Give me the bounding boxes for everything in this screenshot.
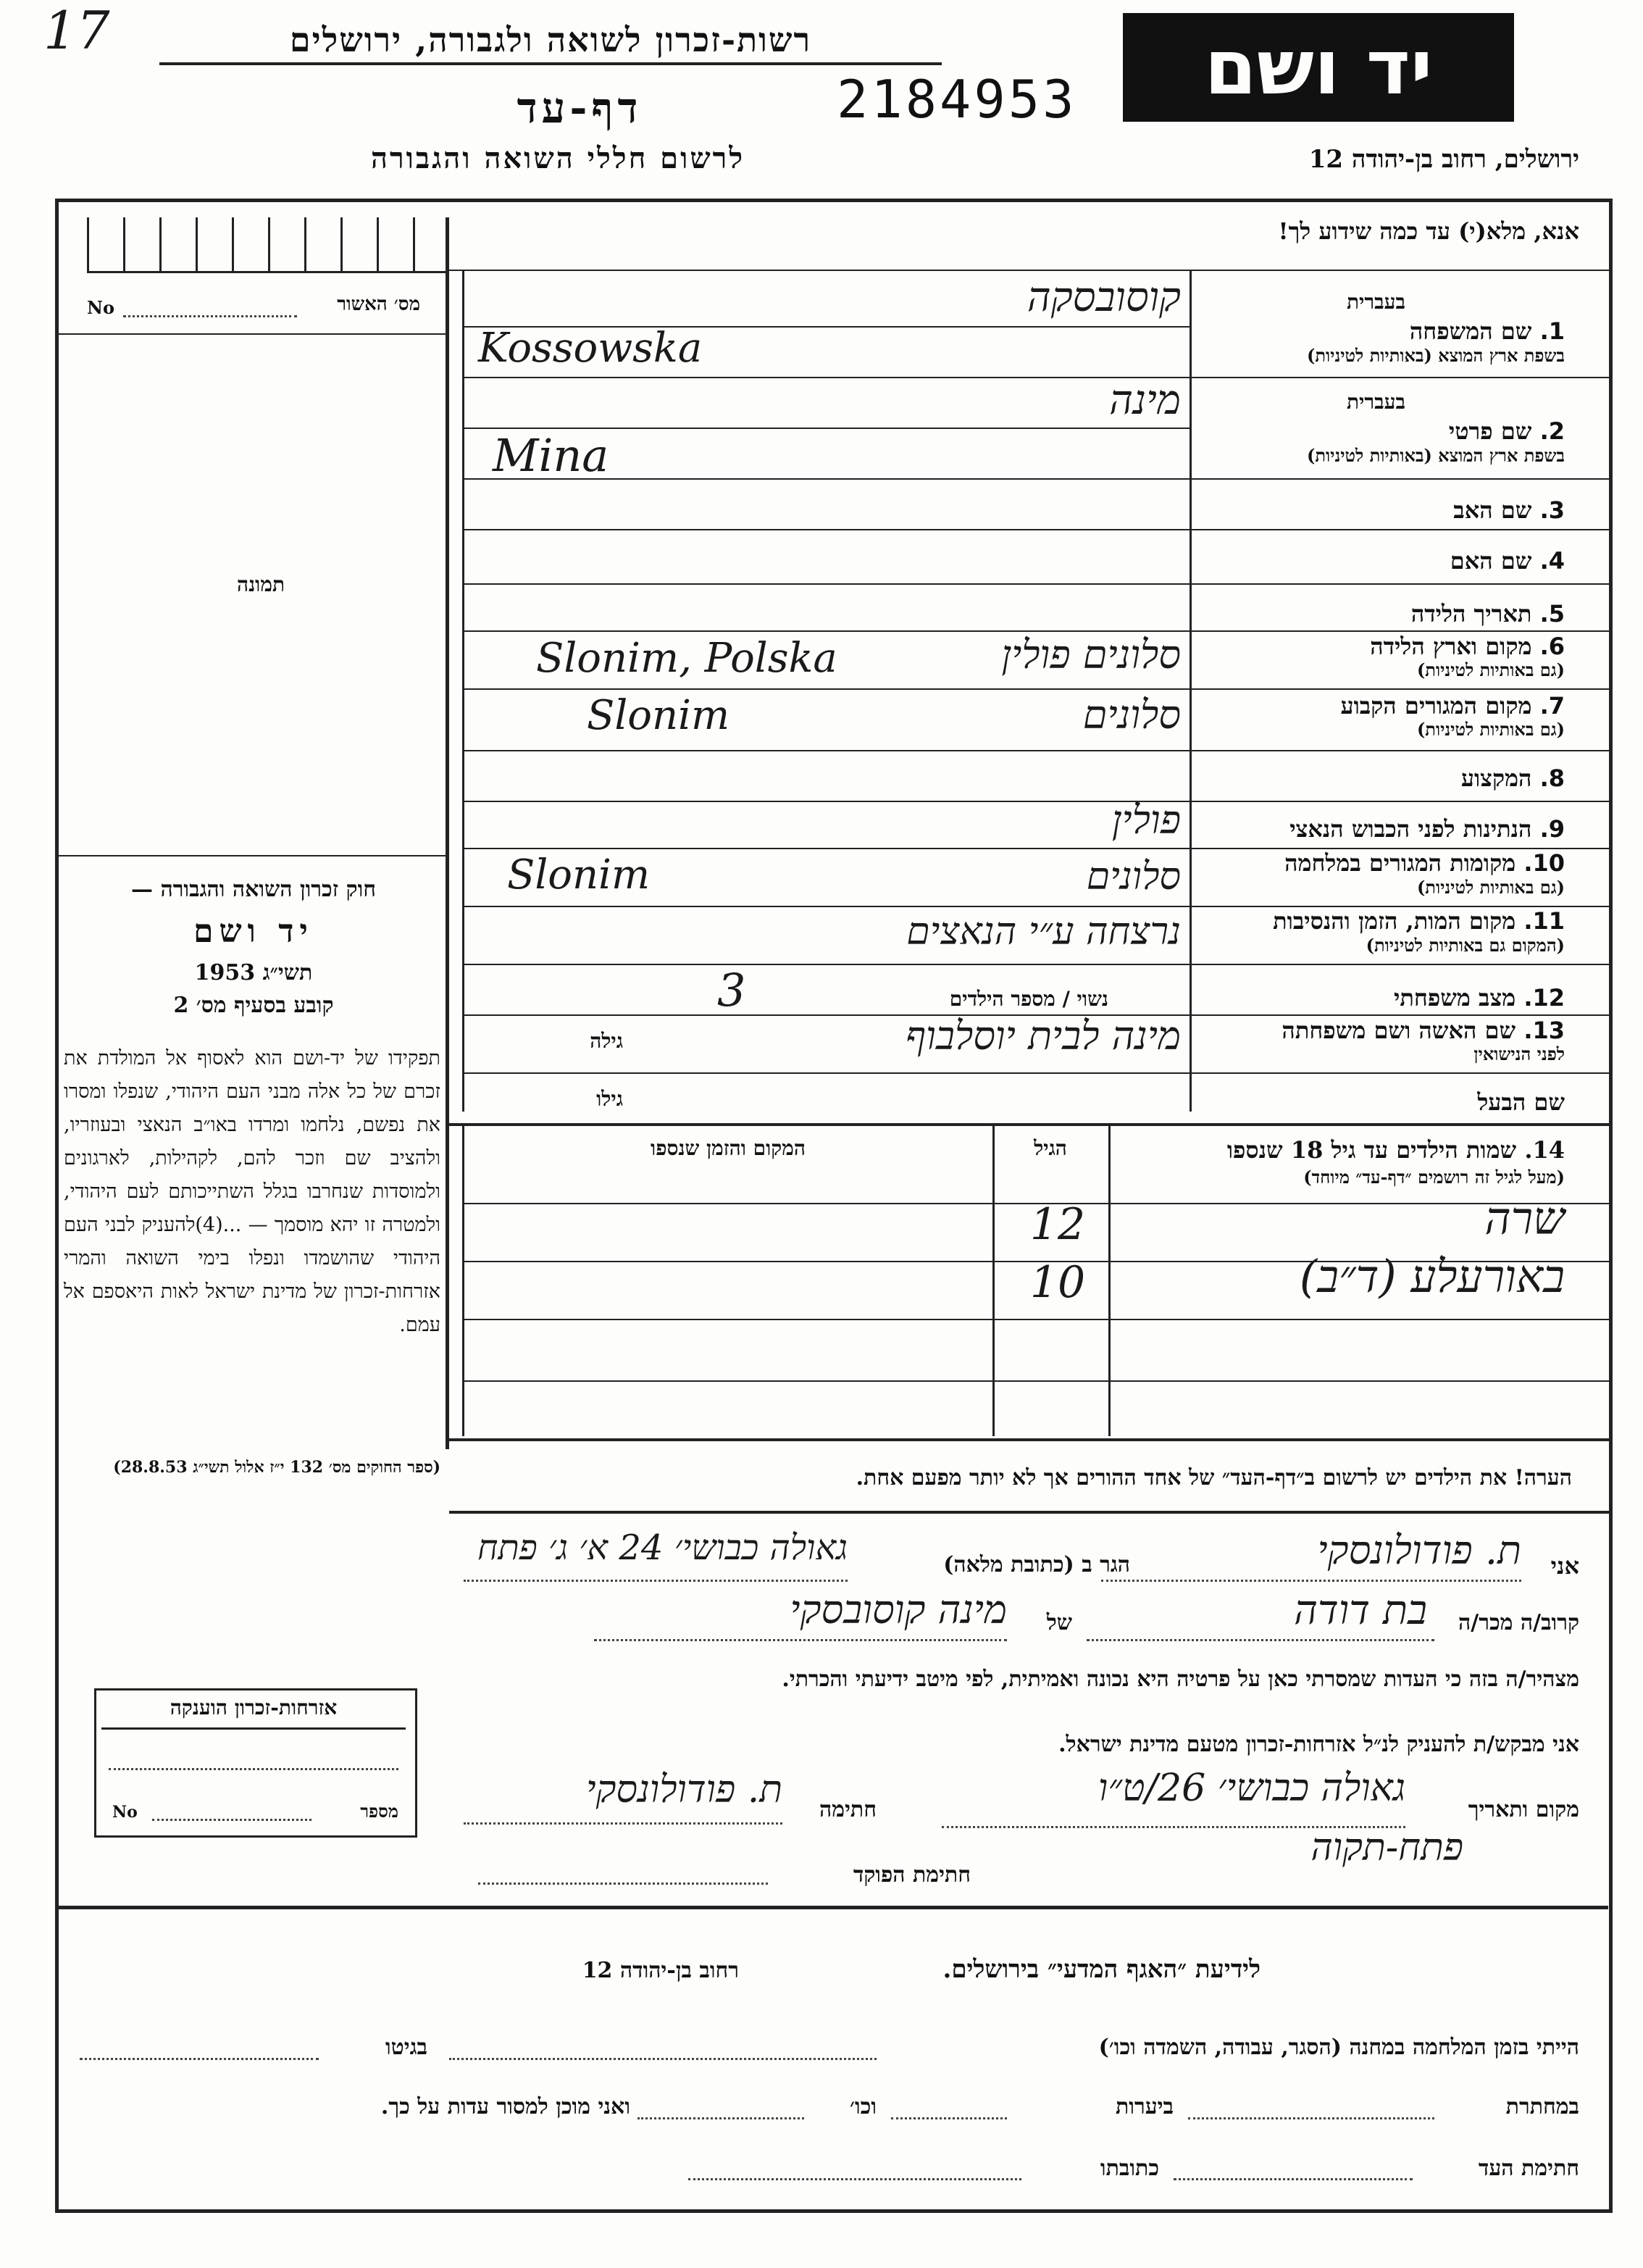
sidebar-year: תשי״ג 1953 [194, 960, 313, 985]
stamp-box-number-label: מספר [360, 1801, 398, 1822]
approval-no-label: No [87, 297, 114, 318]
footer-line2-willing: ואני מוכן למסור עדות על כך. [380, 2094, 630, 2119]
surname-latin-value[interactable]: Kossowska [478, 325, 703, 372]
wife-name-value[interactable]: מינה לבית יוסלבוף [906, 1013, 1181, 1059]
corner-mark: 17 [43, 0, 110, 61]
i-label: אני [1550, 1552, 1579, 1580]
birth-place-latin-value[interactable]: Slonim, Polska [536, 635, 837, 682]
header-org: רשות-זכרון לשואה ולגבורה, ירושלים [159, 20, 942, 65]
intro-text: אנא, מלא(י) עד כמה שידוע לך! [1278, 217, 1579, 245]
husband-age-label: גילו [596, 1087, 623, 1111]
victim-name-value[interactable]: מינה קוסובסקי [790, 1587, 1007, 1633]
field-11-sub: (המקום גם באותיות לטיניות) [1366, 935, 1565, 956]
declaration-statement: מצהיר/ה בזה כי העדות שמסרתי כאן על פרטיה היא נכונה ואמיתית, לפי מיטב ידיעתי והכרתי. [782, 1667, 1579, 1692]
field-3-label: 3. שם האב [1453, 496, 1565, 524]
sidebar-book-ref: (ספר החוקים מס׳ 132 י״ז אלול תשי״ג 28.8.53) [113, 1458, 440, 1477]
field-12-label: 12. מצב משפחתי [1394, 984, 1565, 1012]
field-2-lang: בעברית [1346, 390, 1405, 414]
field-1-label: 1. שם המשפחה [1409, 317, 1565, 345]
footer-line2-underground: במחתרת [1505, 2094, 1579, 2119]
child-2-age[interactable]: 10 [1029, 1257, 1086, 1308]
footer-address: רחוב בן-יהודה 12 [582, 1958, 739, 1983]
marital-status-options: נשוי / מספר הילדים [949, 987, 1108, 1011]
place-date-value[interactable]: גאולה כבושי׳ 26/ט״ו [1098, 1767, 1405, 1810]
footer-line1-camp: הייתי בזמן המלחמה במחנה (הסגר, עבודה, השמדה וכו׳) [1098, 2035, 1579, 2060]
children-label: 14. שמות הילדים עד גיל 18 שנספו [1226, 1136, 1565, 1164]
footer-address-label: כתובתו [1100, 2156, 1159, 2181]
field-6-sub: (גם באותיות לטיניות) [1416, 659, 1565, 680]
nationality-value[interactable]: פולין [1111, 797, 1181, 843]
field-13-sub: לפני הנישואין [1473, 1043, 1565, 1064]
header-subtitle: לרשום חללי השואה והגבורה [370, 141, 745, 175]
field-2-sub: בשפת ארץ המוצא (באותיות לטיניות) [1307, 445, 1565, 466]
field-10-label: 10. מקומות המגורים במלחמה [1284, 849, 1565, 877]
resides-label: הגר ב (כתובת מלאה) [943, 1552, 1130, 1577]
field-5-label: 5. תאריך הלידה [1410, 600, 1565, 628]
children-sub: (מעל לגיל זה רושמים ״דף-עד״ מיוחד) [1303, 1167, 1565, 1188]
death-circumstances-value[interactable]: נרצחה ע״י הנאצים [906, 910, 1181, 954]
wartime-residence-latin-value[interactable]: Slonim [507, 851, 651, 899]
firstname-hebrew-value[interactable]: מינה [1109, 377, 1181, 424]
wartime-residence-hebrew-value[interactable]: סלונים [1086, 855, 1181, 899]
children-age-head: הגיל [1034, 1136, 1067, 1160]
field-1-lang: בעברית [1346, 290, 1405, 314]
official-signature-label: חתימת הפוקד [853, 1862, 971, 1888]
residence-latin-value[interactable]: Slonim [587, 692, 730, 739]
photo-label: תמונה [236, 572, 285, 596]
sidebar-law-text: תפקידו של יד-ושם הוא לאסוף אל המולדת את זכרם של כל אלה מבני העם היהודי, שנפלו ומסרו את נפשם, נלחמו ומרדו באו״ב הנאצי ובעוזריו, ולהציב שם וזכר להם, לקהילות, לארגונים ולמוסדות שנחרבו בגלל השתייכותם לעם היהודי, ולמטרה זו יהא מוסמך — ...(4)להעניק לבני העם היהודי שהושמדו ונפלו בימי השואה והמרי אזרחות-זכרון של מדינת ישראל לאות היאספם אל עמם. [64, 1047, 440, 1336]
number-of-children-value[interactable]: 3 [717, 964, 746, 1017]
birth-place-hebrew-value[interactable]: סלונים פולין [1001, 632, 1181, 678]
residence-hebrew-value[interactable]: סלונים [1082, 692, 1181, 738]
child-2-name[interactable]: באורעלע (ד״ב) [1299, 1250, 1565, 1303]
witness-address-value[interactable]: גאולה כבושי׳ 24 א׳ ג׳ פתח [477, 1527, 848, 1568]
children-place-head: המקום והזמן שנספו [651, 1136, 806, 1160]
field-7-label: 7. מקום המגורים הקבוע [1340, 692, 1565, 720]
note-text: הערה! את הילדים יש לרשום ב״דף-העד״ של אחד ההורים אך לא יותר מפעם אחת. [856, 1465, 1572, 1491]
husband-name-label: שם הבעל [1477, 1088, 1565, 1116]
field-11-label: 11. מקום המות, הזמן והנסיבות [1273, 907, 1565, 935]
approval-label: מס׳ האשור [337, 293, 420, 315]
footer-title: לידיעת ״האגף המדעי״ בירושלים. [942, 1955, 1261, 1984]
surname-hebrew-value[interactable]: קוסובסקה [1027, 274, 1181, 321]
field-2-label: 2. שם פרטי [1448, 417, 1565, 445]
field-8-label: 8. המקצוע [1460, 764, 1565, 792]
firstname-latin-value[interactable]: Mina [493, 429, 609, 482]
footer-line2-etc: וכו׳ [850, 2094, 877, 2119]
witness-signature[interactable]: ת. פודולונסקי [585, 1768, 782, 1812]
field-7-sub: (גם באותיות לטיניות) [1416, 719, 1565, 740]
witness-name-value[interactable]: ת. פודולונסקי [1317, 1527, 1521, 1573]
field-13-label: 13. שם האשה ושם משפחתה [1282, 1017, 1565, 1044]
child-1-age[interactable]: 12 [1029, 1199, 1086, 1250]
header-address: ירושלים, רחוב בן-יהודה 12 [1308, 145, 1579, 174]
sidebar-clause: קובע בסעיף מס׳ 2 [173, 993, 334, 1018]
field-1-sub: בשפת ארץ המוצא (באותיות לטיניות) [1307, 345, 1565, 366]
place-date-label: מקום ותאריך [1468, 1797, 1579, 1822]
yad-vashem-logo: יד ושם [1123, 13, 1514, 122]
document-number: 2184953 [837, 69, 1077, 130]
page-title: דף-עד [517, 83, 643, 133]
sidebar-yad-vashem: יד ושם [193, 913, 314, 950]
stamp-box-title: אזרחות-זכרון הוענקה [101, 1696, 406, 1730]
footer-line1-ghetto: בגיטו [385, 2035, 427, 2060]
footer-line2-forests: ביערות [1115, 2094, 1174, 2119]
wife-age-label: גילה [590, 1029, 623, 1053]
sidebar-law: חוק זכרון השואה והגבורה — [131, 877, 376, 902]
relation-value[interactable]: בת דודה [1294, 1587, 1427, 1634]
relation-label: קרוב/ה מכר/ה [1458, 1610, 1579, 1635]
signature-label: חתימה [819, 1797, 877, 1822]
city-value[interactable]: פתח-תקוה [1310, 1826, 1463, 1869]
footer-witness-signature-label: חתימת העד [1478, 2156, 1579, 2181]
field-4-label: 4. שם האם [1450, 547, 1565, 575]
of-label: של [1046, 1610, 1072, 1635]
declaration-request: אני מבקש/ת להעניק לנ״ל אזרחות-זכרון מטעם מדינת ישראל. [1058, 1732, 1579, 1757]
child-1-name[interactable]: שרה [1484, 1192, 1565, 1245]
stamp-box-no-label: No [112, 1803, 138, 1822]
field-6-label: 6. מקום וארץ הלידה [1370, 633, 1565, 660]
field-10-sub: (גם באותיות לטיניות) [1416, 877, 1565, 898]
field-9-label: 9. הנתינות לפני הכבוש הנאצי [1289, 815, 1565, 843]
